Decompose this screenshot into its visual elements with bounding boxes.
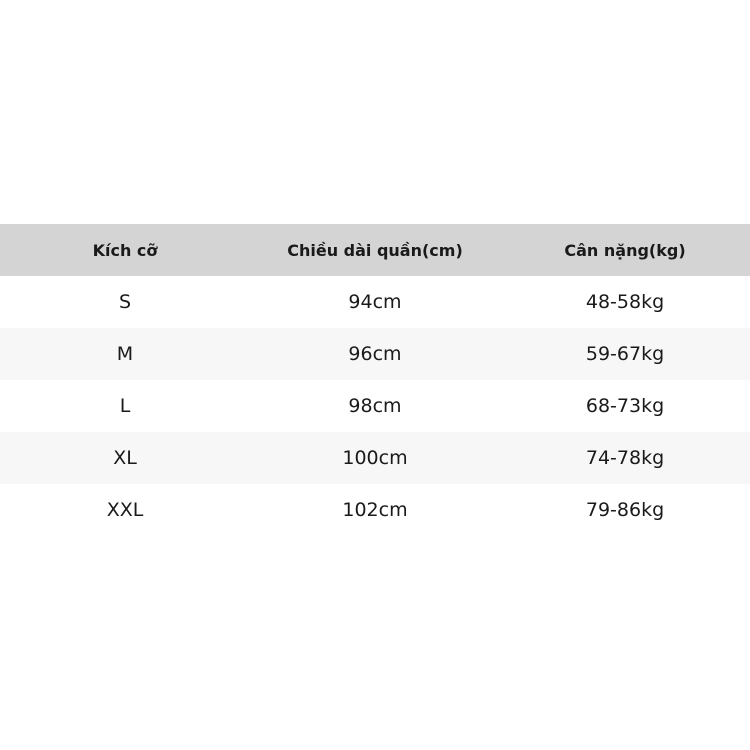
weight-cell: 59-67kg	[585, 343, 665, 365]
table-row	[0, 380, 750, 432]
size-cell: S	[118, 291, 132, 313]
length-cell: 100cm	[342, 447, 408, 469]
header-weight: Cân nặng(kg)	[564, 240, 686, 260]
length-cell: 98cm	[348, 395, 402, 417]
size-chart-table	[0, 224, 750, 536]
weight-cell: 79-86kg	[585, 499, 665, 521]
table-row	[0, 328, 750, 380]
table-row	[0, 484, 750, 536]
size-cell: L	[119, 395, 131, 417]
length-cell: 94cm	[348, 291, 402, 313]
weight-cell: 48-58kg	[585, 291, 665, 313]
table-row	[0, 432, 750, 484]
table-header-row	[0, 224, 750, 276]
size-cell: M	[116, 343, 134, 365]
length-cell: 102cm	[342, 499, 408, 521]
size-cell: XL	[113, 447, 137, 469]
header-pants-length: Chiều dài quần(cm)	[287, 240, 463, 260]
weight-cell: 68-73kg	[585, 395, 665, 417]
header-size: Kích cỡ	[92, 240, 158, 260]
weight-cell: 74-78kg	[585, 447, 665, 469]
size-cell: XXL	[106, 499, 144, 521]
table-row	[0, 276, 750, 328]
length-cell: 96cm	[348, 343, 402, 365]
